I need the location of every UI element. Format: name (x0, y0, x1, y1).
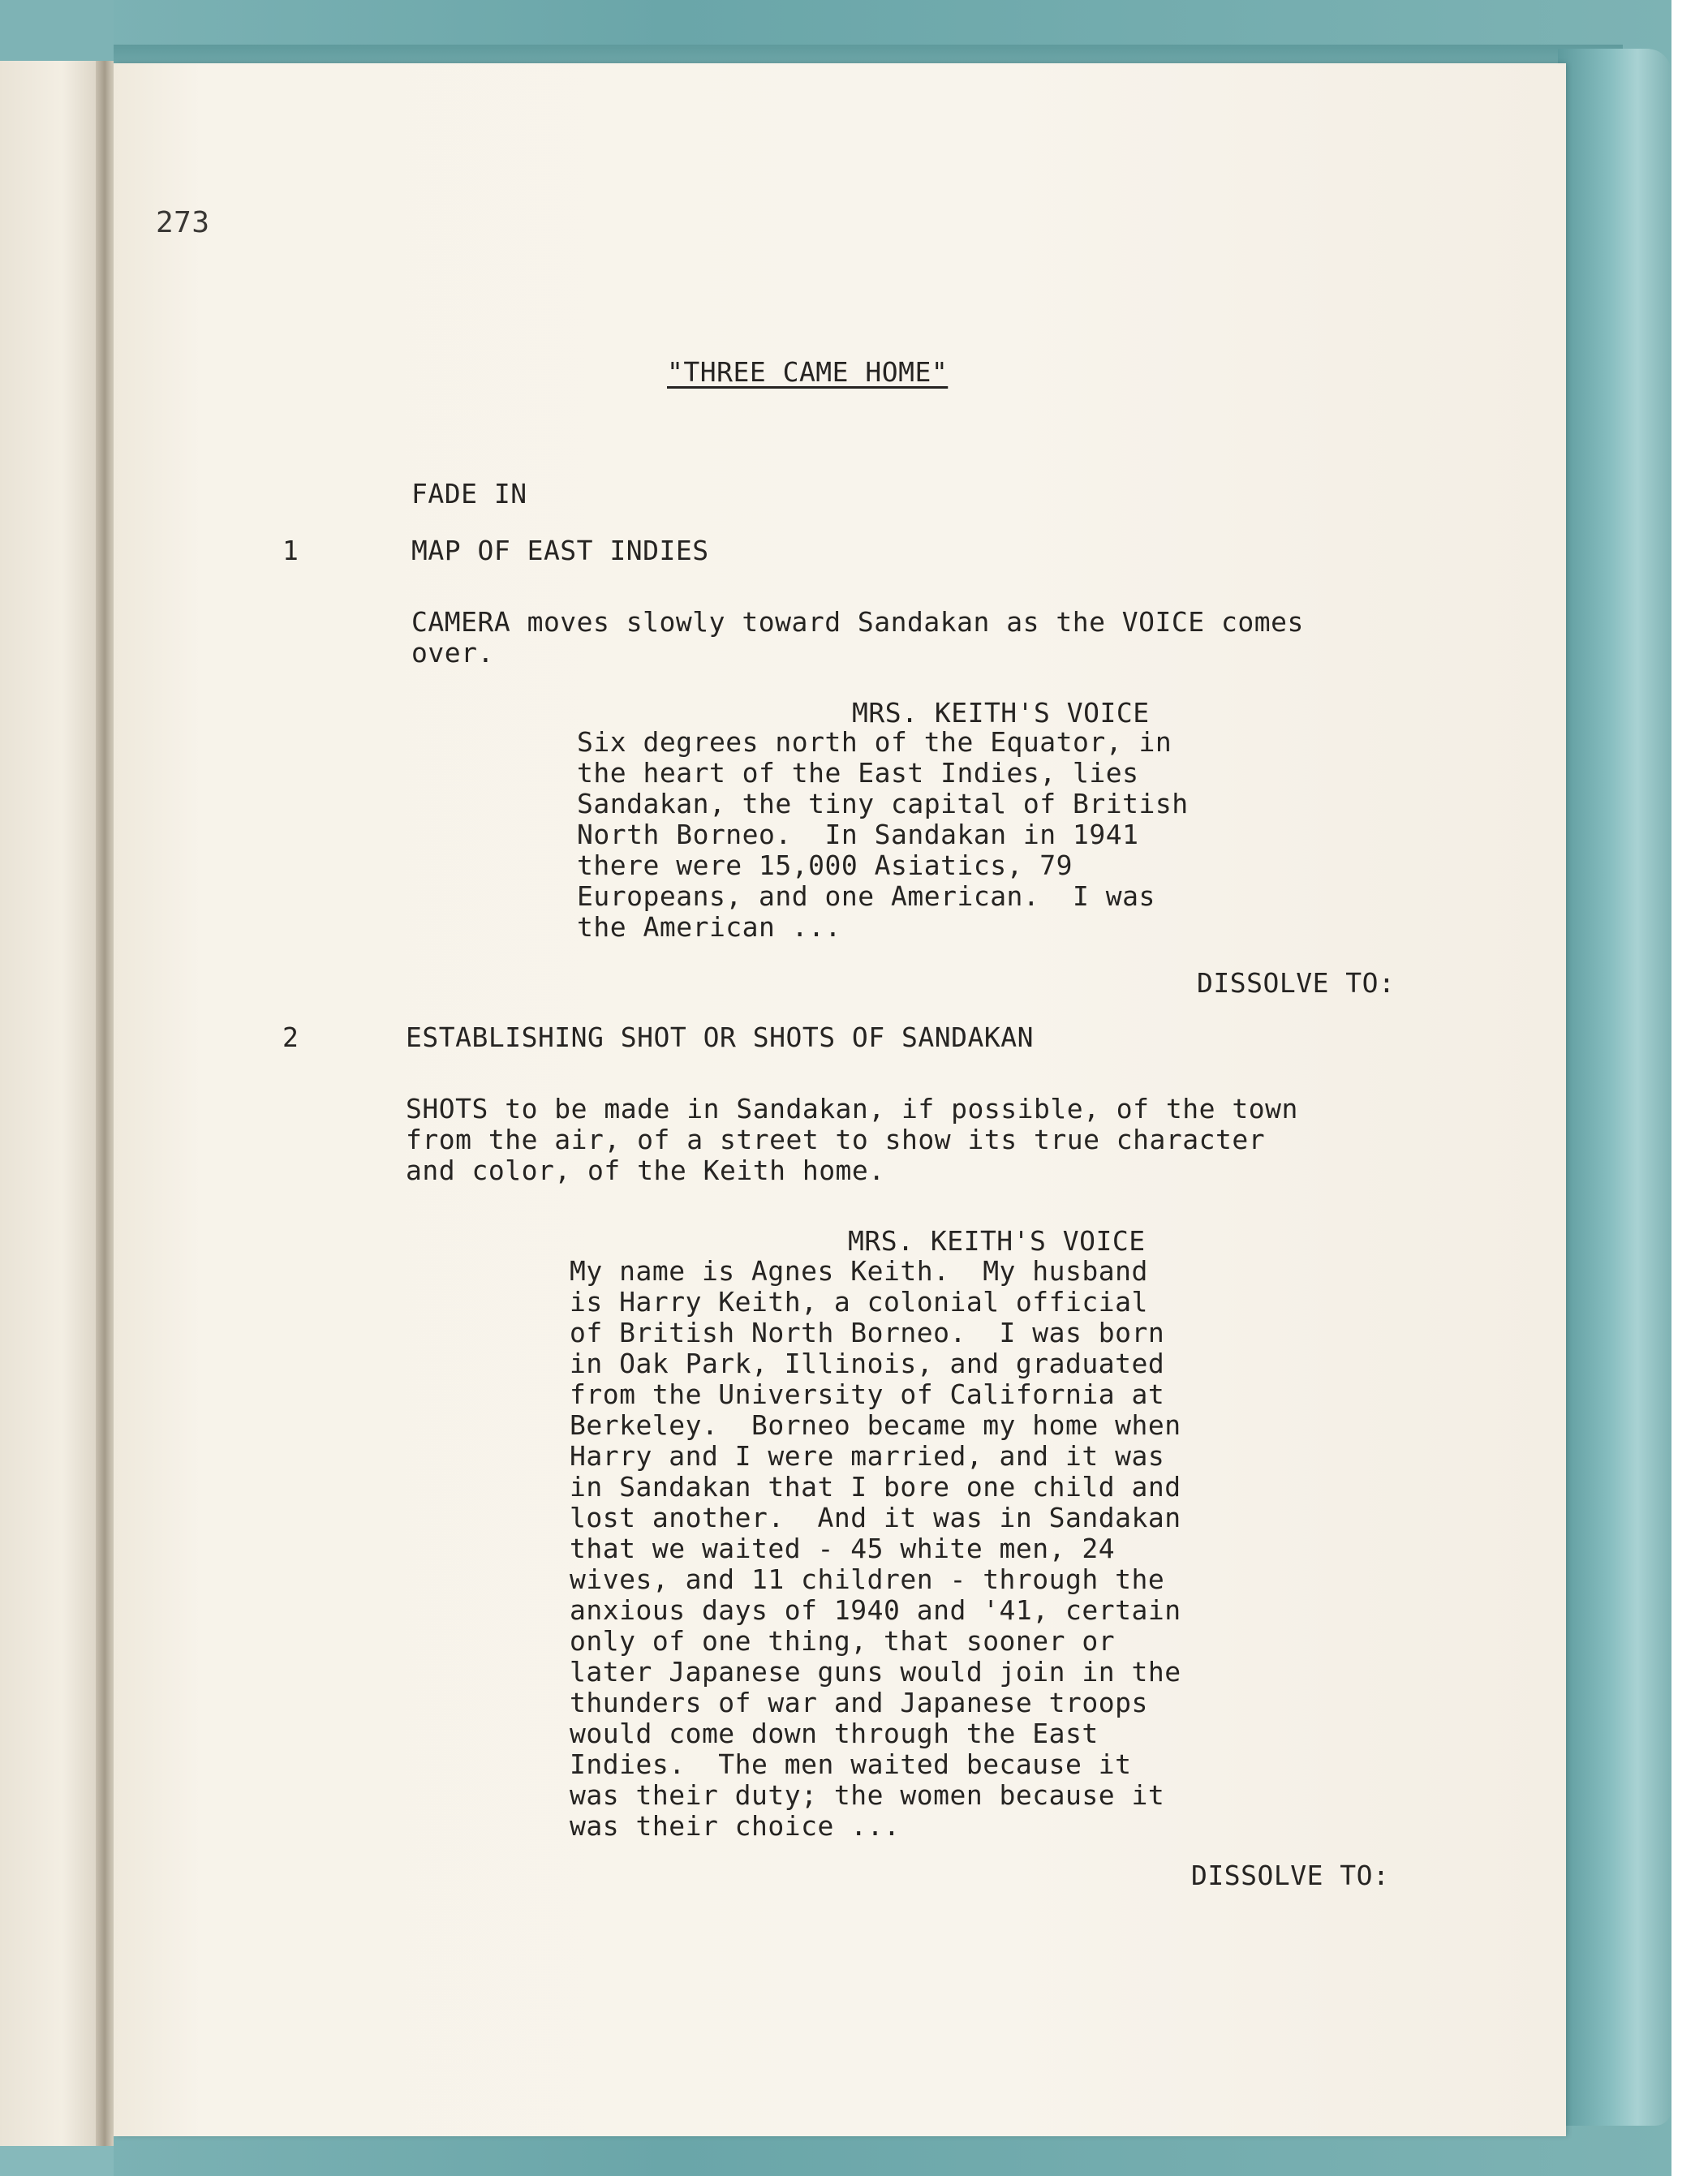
page-gutter (96, 61, 114, 2146)
action-line: from the air, of a street to show its true character (406, 1124, 1266, 1155)
scene-2-transition: DISSOLVE TO: (1191, 1860, 1390, 1891)
dialogue-line: My name is Agnes Keith. My husband (570, 1255, 1148, 1287)
dialogue-line: North Borneo. In Sandakan in 1941 (577, 819, 1139, 850)
dialogue-line: of British North Borneo. I was born (570, 1317, 1165, 1348)
scene-2-number: 2 (282, 1021, 299, 1053)
dialogue-line: later Japanese guns would join in the (570, 1656, 1181, 1688)
dialogue-line: Harry and I were married, and it was (570, 1440, 1165, 1472)
dialogue-line: is Harry Keith, a colonial official (570, 1286, 1148, 1318)
binder-left-strip (0, 0, 114, 63)
dialogue-line: Europeans, and one American. I was (577, 880, 1155, 912)
dialogue-line: Berkeley. Borneo became my home when (570, 1409, 1181, 1441)
dialogue-line: would come down through the East (570, 1718, 1099, 1749)
dialogue-line: Six degrees north of the Equator, in (577, 726, 1172, 758)
dialogue-line: only of one thing, that sooner or (570, 1625, 1116, 1657)
left-facing-page (0, 61, 104, 2146)
scene-1-number: 1 (282, 535, 299, 566)
dialogue-line: anxious days of 1940 and '41, certain (570, 1594, 1181, 1626)
scene-1-action (411, 607, 1531, 669)
opening-transition: FADE IN (411, 478, 527, 510)
binder-left-strip-bottom (0, 2142, 114, 2176)
dialogue-line: in Oak Park, Illinois, and graduated (570, 1348, 1165, 1379)
scene-1-dialogue (577, 727, 1291, 943)
dialogue-line: that we waited - 45 white men, 24 (570, 1533, 1116, 1564)
dialogue-line: lost another. And it was in Sandakan (570, 1502, 1181, 1533)
action-line: over. (411, 637, 494, 669)
dialogue-line: the heart of the East Indies, lies (577, 757, 1139, 789)
scene-2-dialogue (570, 1256, 1300, 1842)
scene-2-action (406, 1094, 1542, 1186)
scene-1-character: MRS. KEITH'S VOICE (852, 697, 1150, 729)
dialogue-line: was their choice ... (570, 1810, 901, 1842)
dialogue-line: Sandakan, the tiny capital of British (577, 788, 1189, 819)
dialogue-line: wives, and 11 children - through the (570, 1563, 1165, 1595)
dialogue-line: the American ... (577, 911, 841, 943)
scene-1-heading: MAP OF EAST INDIES (411, 535, 709, 566)
dialogue-line: there were 15,000 Asiatics, 79 (577, 849, 1073, 881)
script-page (114, 63, 1566, 2136)
dialogue-line: Indies. The men waited because it (570, 1748, 1132, 1780)
dialogue-line: thunders of war and Japanese troops (570, 1687, 1148, 1718)
script-title: "THREE CAME HOME" (667, 356, 949, 388)
dialogue-line: from the University of California at (570, 1378, 1165, 1410)
action-line: CAMERA moves slowly toward Sandakan as the VOICE comes (411, 606, 1304, 638)
binder-right-edge (1558, 49, 1671, 2126)
scene-1-transition: DISSOLVE TO: (1197, 967, 1396, 999)
dialogue-line: was their duty; the women because it (570, 1779, 1165, 1811)
action-line: SHOTS to be made in Sandakan, if possible, of the town (406, 1093, 1298, 1125)
scene-2-character: MRS. KEITH'S VOICE (848, 1225, 1146, 1257)
dialogue-line: in Sandakan that I bore one child and (570, 1471, 1181, 1503)
page-number: 273 (156, 206, 210, 239)
action-line: and color, of the Keith home. (406, 1155, 885, 1186)
scene-2-heading: ESTABLISHING SHOT OR SHOTS OF SANDAKAN (406, 1021, 1034, 1053)
